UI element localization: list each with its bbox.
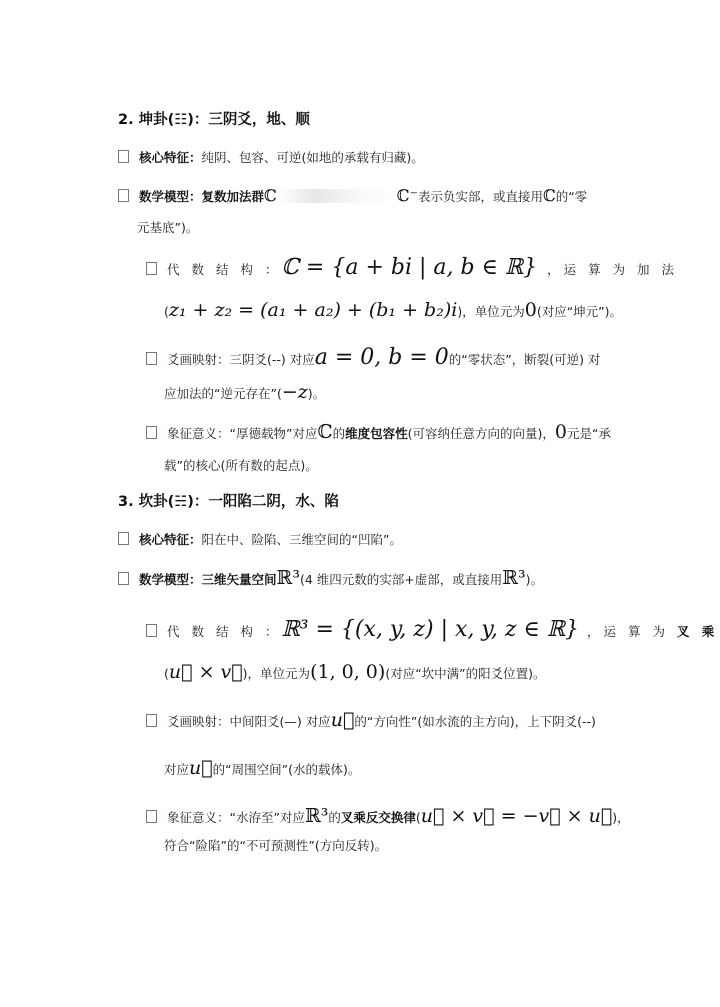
s3-sym-text-b: 的 [328,810,341,825]
s3-model-glyph1: ℝ³ [276,567,300,589]
s2-yao-cont [164,382,325,404]
s2-sym-text-c: (可容纳任意方向的向量)， [407,426,555,441]
s2-model-bold: 复数加法群 [201,189,265,204]
s3-symbol [146,806,630,828]
s3-core-feature [118,530,402,550]
s3-operation [164,662,546,684]
s3-model-bold: 三维矢量空间 [201,572,277,587]
s2-sym-cont: 载”的核心(所有数的起点)。 [164,458,318,473]
s2-algebra-label: 代 数 结 构 ： [167,262,282,277]
s3-algebra-math: ℝ³ = {(x, y, z) | x, y, z ∈ ℝ} [281,617,579,642]
s2-algebra-tail: ，运 算 为 加 法 [547,262,679,277]
checkbox-icon [146,714,157,727]
s3-sym-math: u⃗ × v⃗ = −v⃗ × u⃗ [420,805,613,827]
s3-yao [146,710,596,732]
s2-yao-text3: )。 [307,386,326,401]
s3-op-text-a: )，单位元为 [242,666,311,681]
s3-model-label: 数学模型： [139,572,202,587]
s2-core-label: 核心特征： [139,150,202,165]
s3-sym-text-a: 象征意义：“水洊至”对应 [167,810,305,825]
s2-model-text-a: 表示负实部，或直接用 [417,189,543,204]
s3-yao-text-c: 对应 [164,762,190,777]
s2-model-glyph2: ℂ⁻ [396,186,418,205]
s2-model-text-b: 的“零 [555,189,588,204]
s2-yao-math2: −z [281,381,308,403]
s2-sym-glyph: ℂ [317,421,333,443]
s2-model-glyph1: ℂ [264,186,277,205]
s2-model-label: 数学模型： [139,189,202,204]
s3-yao-text-a: 爻画映射：中间阳爻(—) 对应 [167,714,331,729]
section-3-heading: 3. 坎卦(☵)：一阳陷二阴，水、陷 [118,494,339,510]
s2-yao-math: a = 0, b = 0 [314,345,449,370]
checkbox-icon [118,189,129,202]
s3-model-text-b: )。 [525,572,544,587]
s2-model-cont: 元基底”)。 [137,220,199,235]
s2-sym-zero: 0 [554,421,567,443]
s2-sym-bold: 维度包容性 [345,426,408,441]
s2-operation [164,300,622,322]
s3-yao-cont [164,758,360,780]
checkbox-icon [118,572,129,585]
checkbox-icon [146,810,157,823]
s3-yao-glyph: u⃗ [330,709,355,731]
s3-algebra [146,617,719,642]
s2-sym-text-a: 象征意义：“厚德载物”对应 [167,426,318,441]
s3-op-unit: (1, 0, 0) [310,661,386,683]
s3-sym-open: ( [415,810,421,825]
checkbox-icon [146,624,157,637]
s3-algebra-label: 代 数 结 构 ： [167,624,282,639]
s3-sym-close: )， [612,810,630,825]
blurred-region [277,189,397,203]
checkbox-icon [146,352,157,365]
s3-op-text-b: (对应“坎中满”的阳爻位置)。 [385,666,546,681]
s3-algebra-tail-a: ，运 算 为 [587,624,677,639]
s2-op-text-a: )，单位元为 [457,304,525,319]
s2-sym-text-b: 的 [332,426,346,441]
checkbox-icon [146,426,157,439]
s3-model-text-a: (4 维四元数的实部+虚部，或直接用 [299,572,503,587]
s3-sym-bold: 叉乘反交换律 [340,810,416,825]
s2-model-glyph3: ℂ [542,186,556,205]
section-2-heading: 2. 坤卦(☷)：三阴爻，地、顺 [118,112,310,128]
s3-algebra-tail-bold: 叉 乘 [676,624,719,639]
s3-math-model [118,568,543,590]
s2-yao-label: 爻画映射：三阴爻(--) 对应 [167,352,315,367]
s2-core-feature [118,148,424,168]
s2-sym-text-d: 元是“承 [566,426,611,441]
s2-op-open: ( [164,304,169,319]
s3-model-glyph2: ℝ³ [502,567,526,589]
checkbox-icon [118,532,129,545]
s2-algebra-math: ℂ = {a + bi | a, b ∈ ℝ} [281,255,538,280]
checkbox-icon [118,150,129,163]
s2-yao [146,345,601,370]
s3-yao-glyph2: u⃗ [189,757,213,779]
s3-core-label: 核心特征： [139,532,202,547]
s3-core-text: 阳在中、险陷、三维空间的“凹陷”。 [201,532,402,547]
s2-yao-text: 的“零状态”，断裂(可逆) 对 [448,352,601,367]
s2-yao-text2: 应加法的“逆元存在”( [164,386,282,401]
s2-op-text-b: (对应“坤元”)。 [536,304,623,319]
s2-math-model [118,186,587,207]
s3-sym-glyph: ℝ³ [304,805,329,827]
s3-yao-text-b: 的“方向性”(如水流的主方向)，上下阴爻(--) [354,714,596,729]
s2-algebra [146,255,679,280]
s3-op-math: u⃗ × v⃗ [168,661,243,683]
s3-sym-cont: 符合“险陷”的“不可预测性”(方向反转)。 [164,838,388,853]
checkbox-icon [146,262,157,275]
s2-op-math: z₁ + z₂ = (a₁ + a₂) + (b₁ + b₂)i [168,299,458,321]
s3-op-open: ( [164,666,169,681]
s3-yao-text-d: 的“周围空间”(水的载体)。 [212,762,361,777]
s2-symbol [146,422,611,444]
s2-op-zero: 0 [524,299,537,321]
s2-core-text: 纯阴、包容、可逆(如地的承载有归藏)。 [201,150,424,165]
